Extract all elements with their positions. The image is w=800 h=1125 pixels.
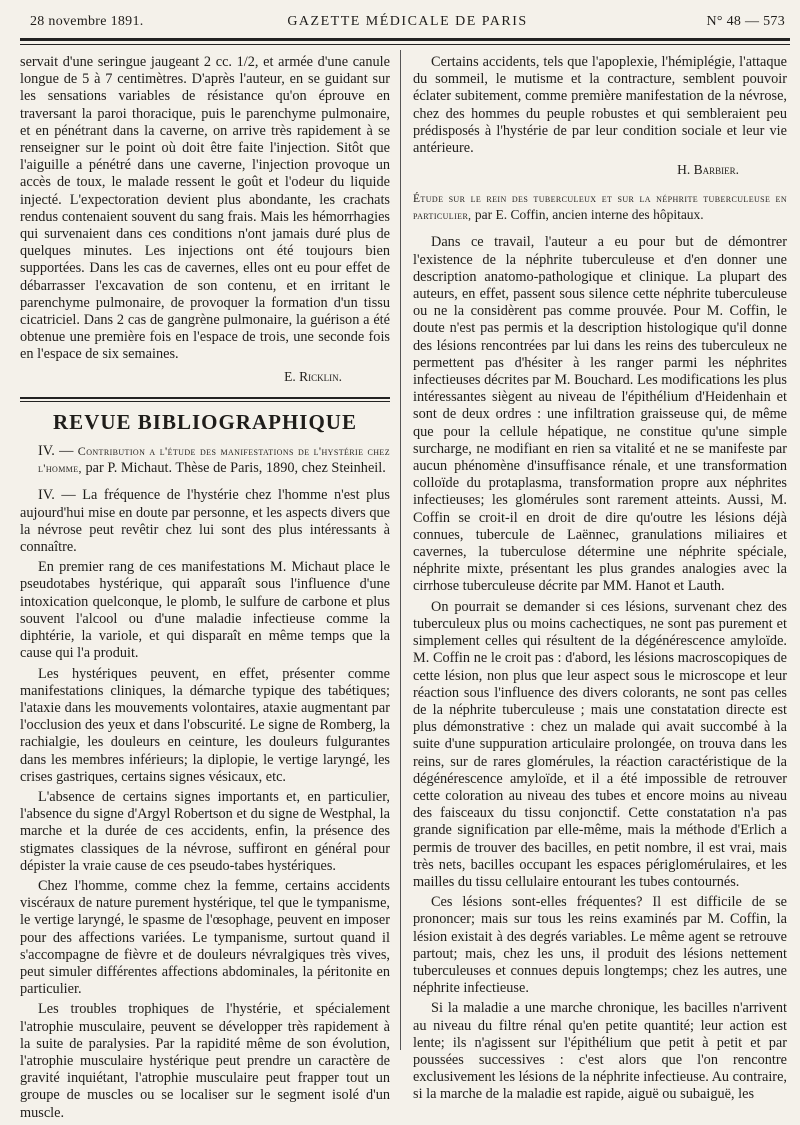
article-author: par E. Coffin, ancien interne des hôpitaux.: [474, 207, 704, 223]
author-signature: H. Barbier.: [677, 162, 739, 178]
reference-number: IV. —: [38, 443, 74, 460]
header-rule-thick: [20, 38, 790, 41]
article-heading: [413, 190, 787, 224]
paragraph: En premier rang de ces manifestations M. Michaut place le pseudotabes hystérique, qui apparaît sous l'influence d'une intoxication quelconque, le plomb, le sulfure de carbone et plus souvent l'alcool ou d'une maladie infectieuse comme la diphtérie, la variole, et qui disparaît en même temps que la cause qui l'a produit.: [20, 559, 390, 662]
author-signature: E. Ricklin.: [284, 368, 342, 384]
paragraph: On pourrait se demander si ces lésions, survenant chez des tuberculeux plus ou moins cachectiques, ne sont pas purement et simplement celles qui résultent de la dégénérescence amyloïde. M. Coffin ne le croit pas : d'abord, les lésions macroscopiques de cette lésion, non plus que leur aspect sous le microscope et leur réaction sous l'influence des divers colorants, ne sont pas celles de la néphrite tuberculeuse ; mais une constatation directe est plus démonstrative : chez un malade qui avait succombé à la suite d'une suppuration articulaire prolongée, on trouva dans les reins, sur de rares glomérules, la réaction caractéristique de la dégénérescence amyloïde, et il a été impossible de retrouver cette coloration au niveau des tubes et encore moins au niveau des faisceaux du tissu conjonctif. Cette constatation n'a pas grande signification par elle-même, mais la méthode d'Erlich a permis de trouver des bacilles, en petit nombre, il est vrai, mais très nets, bacilles occupant les espaces périglomérulaires, et les mailles du tissu cellulaire entourant les tubes contournés.: [413, 598, 787, 890]
journal-title: GAZETTE MÉDICALE DE PARIS: [287, 14, 528, 29]
paragraph: Si la maladie a une marche chronique, les bacilles n'arrivent au niveau du filtre rénal qu'en petite quantité; leur action est lente; ils n'agissent sur l'épithélium que petit à petit et par poussées successives : c'est alors que l'on rencontre exclusivement les lésions de la néphrite infectieuse. Au contraire, si la marche de la maladie est rapide, aiguë ou subaiguë, les: [413, 1000, 787, 1103]
paragraph: Les troubles trophiques de l'hystérie, et spécialement l'atrophie musculaire, peuvent se développer très rapidement à la suite de paralysies. Par la rapidité même de son évolution, l'atrophie musculaire hystérique peut prendre un caractère de gravité inquiétant, l'atrophie musculaire peut frapper tout un groupe de muscles ou se localiser sur le segment isolé d'un muscle.: [20, 1001, 390, 1121]
paragraph: Dans ce travail, l'auteur a eu pour but de démontrer l'existence de la néphrite tuberculeuse et d'en donner une description anatomo-pathologique et clinique. La plupart des auteurs, en effet, passent sous silence cette néphrite tuberculeuse ou ne la considèrent pas comme prouvée. Pour M. Coffin, le doute n'est pas permis et la description histologique qu'il donne des lésions rencontrées par lui dans les reins des tuberculeux ne permettent pas d'hésiter à les ranger parmi les néphrites infectieuses décrites par M. Bouchard. Les modifications les plus intéressantes siègent au niveau de l'épithélium d'Heidenhain et sont de deux ordres : une infiltration graisseuse qui, de même que pour la cellule hépatique, ne constitue qu'une simple surcharge, ne modifiant en rien sa vitalité et ne se manifeste par aucun phénomène d'insuffisance rénale, et une transformation colloïde du protaplasma, transformation propre aux néphrites infectieuses; les glomérules sont rarement atteints. Aussi, M. Coffin se croit-il en droit de dire qu'outre les lésions déjà connues, tubercule de Laënnec, granulations miliaires et cavernes, la tuberculose détermine une néphrite spéciale, néphrite mixte, présentant les plus grandes analogies avec la cirrhose tuberculeuse décrite par MM. Hanot et Lauth.: [413, 234, 787, 595]
reference-title: Contribution a l'étude des manifestations de l'hystérie chez l'homme,: [38, 444, 390, 476]
reference-details: par P. Michaut. Thèse de Paris, 1890, chez Steinheil.: [85, 460, 386, 477]
page-header: [30, 14, 785, 36]
review-reference: [20, 443, 390, 477]
column-separator: [400, 50, 401, 1050]
paragraph: IV. — La fréquence de l'hystérie chez l'homme n'est plus aujourd'hui mise en doute par personne, et les aspects divers que la névrose peut revêtir chez lui sont des plus intéressants à connaître.: [20, 487, 390, 556]
header-rule-thin: [20, 44, 790, 45]
section-divider: [20, 397, 390, 402]
issue-page-number: N° 48 — 573: [706, 14, 785, 29]
paragraph: Les hystériques peuvent, en effet, présenter comme manifestations cliniques, la démarche typique des tabétiques; l'ataxie dans les mouvements volontaires, ataxie augmentant par l'occlusion des yeux et dans l'obscurité. Le signe de Romberg, la rachialgie, les douleurs en ceinture, les douleurs fulgurantes dans les membres inférieurs; la diplopie, le vertige laryngé, les crises gastriques, certains signes vésicaux, etc.: [20, 665, 390, 785]
paragraph: Ces lésions sont-elles fréquentes? Il est difficile de se prononcer; mais sur tous les reins examinés par M. Coffin, la lésion existait à des degrés variables. Le même agent se retrouve partout; mais, chez les uns, il produit des lésions nettement tuberculeuses et connues depuis longtemps; chez les autres, une néphrite infectieuse.: [413, 894, 787, 997]
paragraph: Chez l'homme, comme chez la femme, certains accidents viscéraux de nature purement hystérique, tel que le tympanisme, le vertige laryngé, le spasme de l'œsophage, peuvent en imposer pour des affections variées. Le tympanisme, surtout quand il s'accompagne de fièvre et de douleurs névralgiques très vives, peut simuler différentes affections abdominales, la péritonite en particulier.: [20, 877, 390, 998]
paragraph: servait d'une seringue jaugeant 2 cc. 1/2, et armée d'une canule longue de 5 à 7 centimètres. D'après l'auteur, en se guidant sur les sensations variables de résistance qu'on éprouve en traversant la paroi thoracique, puis le parenchyme pulmonaire, et en pénétrant dans la caverne, on arrive très rapidement à se renseigner sur le point où doit être faite l'injection. Sitôt que l'aiguille a pénétré dans une caverne, l'injection provoque un accès de toux, le malade ressent le goût et l'odeur du liquide injecté. L'expectoration devient plus abondante, les crachats rendus contenaient souvent du sang frais. Mais les hémorrhagies qui survenaient dans ces conditions n'ont jamais duré plus de quelques minutes. Les injections ont été toujours bien supportées. Dans les cas de cavernes, elles ont eu pour effet de débarrasser l'excavation de son contenu, et en irritant le parenchyme pulmonaire, de provoquer la formation d'un tissu cicatriciel. Dans 2 cas de gangrène pulmonaire, la guérison a été obtenue une première fois en l'espace de trois, une seconde fois en l'espace de six semaines.: [20, 54, 390, 363]
section-title: REVUE BIBLIOGRAPHIQUE: [53, 409, 357, 434]
article-title: Étude sur le rein des tuberculeux et sur la néphrite tuberculeuse en particulier,: [413, 193, 787, 223]
issue-date: 28 novembre 1891.: [30, 14, 144, 29]
paragraph: Certains accidents, tels que l'apoplexie, l'hémiplégie, l'attaque du sommeil, le mutisme et la contracture, semblent pouvoir éclater subitement, comme première manifestation de la névrose, chez des hommes du peuple robustes et qui sembleraient peu prédisposés à l'hystérie de par leur condition sociale et leur vie antérieure.: [413, 54, 787, 157]
right-column: [413, 54, 787, 1107]
paragraph: L'absence de certains signes importants et, en particulier, l'absence du signe d'Argyl Robertson et du signe de Westphal, la marche et la durée de ces accidents, enfin, la présence des stigmates classiques de la névrose, suffiront en général pour dépister la vraie cause de ces pseudo-tabes hystériques.: [20, 788, 390, 874]
left-column: [20, 54, 390, 1125]
